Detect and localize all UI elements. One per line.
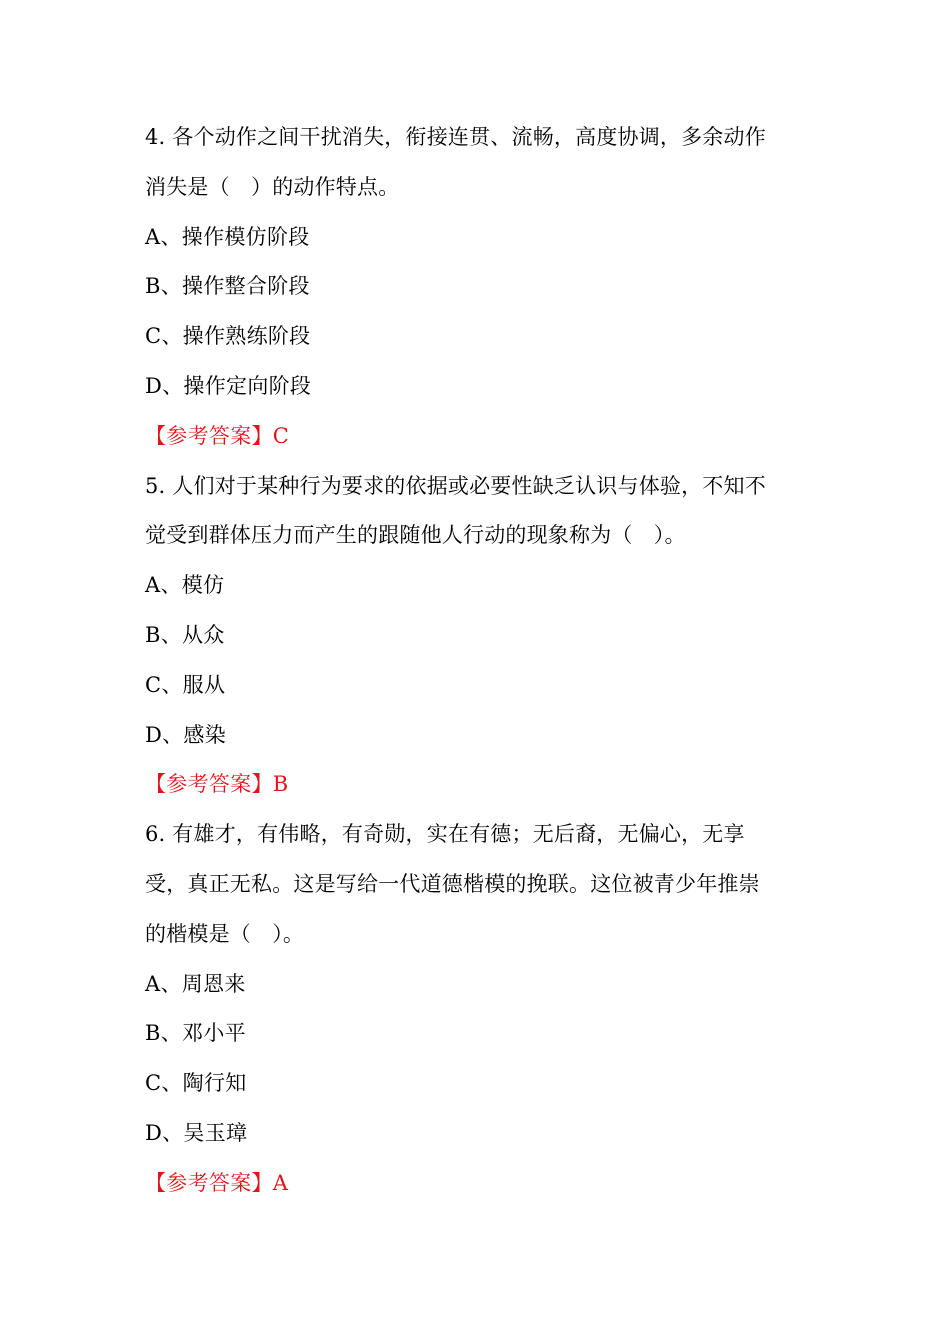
reference-answer: 【参考答案】B [145, 772, 289, 797]
question-stem-line: 消失是（ ）的动作特点。 [145, 174, 400, 199]
question-stem-line: 6. 有雄才，有伟略，有奇勋，实在有德；无后裔，无偏心，无享 [145, 822, 745, 847]
option-a: A、模仿 [145, 573, 225, 598]
question-4 [145, 113, 810, 462]
option-b: B、邓小平 [145, 1021, 246, 1046]
document-page [145, 113, 810, 1209]
option-d: D、感染 [145, 722, 227, 747]
question-stem-line: 受，真正无私。这是写给一代道德楷模的挽联。这位被青少年推崇 [145, 871, 760, 896]
option-a: A、操作模仿阶段 [145, 224, 310, 249]
option-c: C、操作熟练阶段 [145, 324, 311, 349]
reference-answer: 【参考答案】A [145, 1170, 289, 1195]
question-stem-line: 4. 各个动作之间干扰消失，衔接连贯、流畅，高度协调，多余动作 [145, 125, 766, 149]
question-5 [145, 462, 810, 811]
option-a: A、周恩来 [145, 971, 246, 996]
option-d: D、操作定向阶段 [145, 373, 312, 398]
question-stem-line: 5. 人们对于某种行为要求的依据或必要性缺乏认识与体验，不知不 [145, 473, 766, 498]
option-b: B、从众 [145, 622, 225, 647]
question-stem-line: 的楷模是（ ）。 [145, 921, 305, 946]
option-c: C、服从 [145, 672, 226, 697]
question-6 [145, 810, 810, 1208]
reference-answer: 【参考答案】C [145, 423, 290, 448]
option-b: B、操作整合阶段 [145, 274, 310, 299]
option-d: D、吴玉璋 [145, 1120, 248, 1145]
option-c: C、陶行知 [145, 1071, 247, 1096]
question-stem-line: 觉受到群体压力而产生的跟随他人行动的现象称为（ ）。 [145, 523, 686, 548]
